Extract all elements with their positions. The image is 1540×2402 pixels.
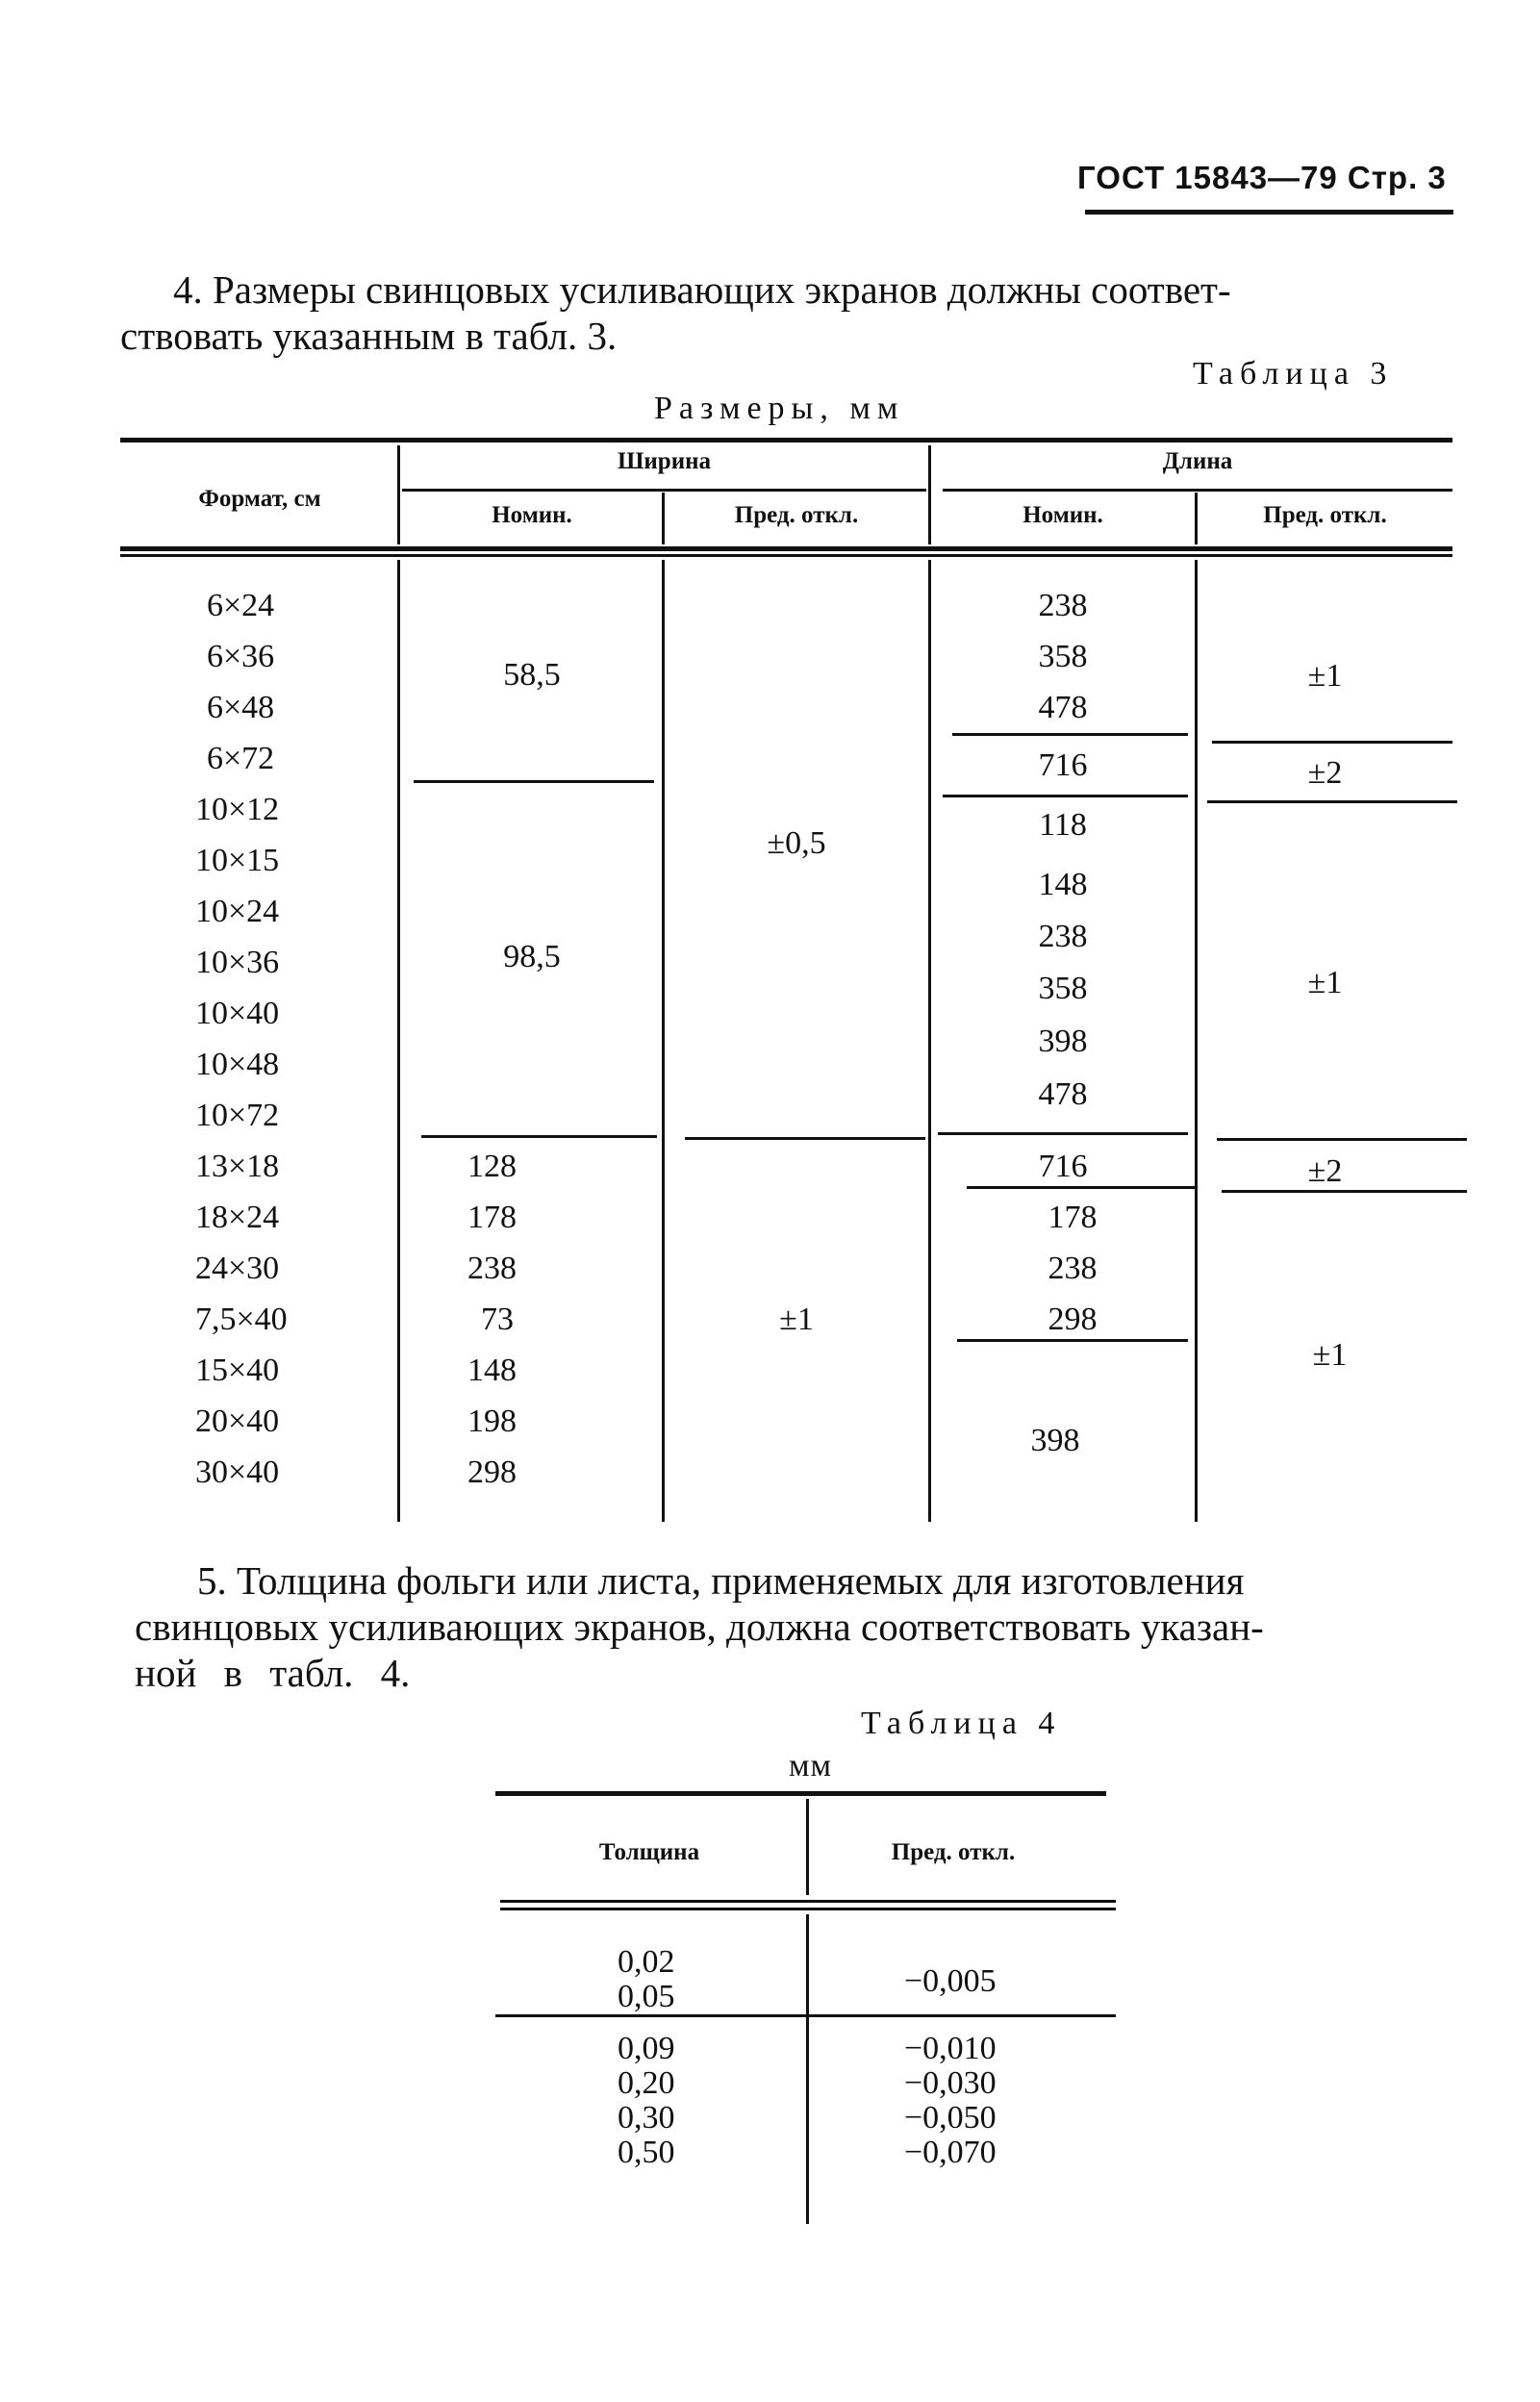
thickness-tolerance-cell: −0,050 [904,2100,997,2136]
format-cell: 7,5×40 [195,1302,288,1337]
thickness-cell: 0,02 [618,1944,675,1980]
thickness-cell: 0,30 [618,2100,675,2136]
width-nominal-divider [421,1135,657,1138]
format-cell: 10×12 [195,792,280,827]
width-tolerance-cell: ±0,5 [767,825,826,861]
length-tolerance-cell: ±2 [1307,1153,1343,1189]
format-cell: 20×40 [195,1403,280,1439]
format-cell: 10×24 [195,894,280,929]
width-nominal-cell: 73 [481,1302,514,1337]
format-cell: 6×24 [207,588,275,623]
width-nominal-cell: 298 [467,1454,517,1490]
length-nominal-cell: 298 [1048,1302,1098,1337]
length-nominal-cell: 358 [1038,639,1088,674]
length-header-rule [943,489,1452,492]
length-nominal-cell: 716 [1038,747,1088,783]
width-nominal-cell: 148 [467,1353,517,1388]
header-length-nominal: Номин. [1022,502,1103,528]
length-nominal-divider [943,795,1188,797]
format-column-rule [397,560,400,1522]
format-cell: 10×36 [195,945,280,980]
width-header-rule [402,489,926,492]
length-tolerance-cell: ±1 [1307,658,1343,694]
table-4-caption: Таблица 4 [861,1706,1062,1741]
length-tolerance-cell: ±2 [1307,755,1343,791]
thickness-cell: 0,05 [618,1979,675,2014]
table-4-header-double-rule [500,1908,1116,1910]
paragraph-5-line-3: ной в табл. 4. [135,1651,411,1695]
header-width-tolerance: Пред. откл. [734,502,859,528]
table-3-top-rule [120,438,1452,442]
format-cell: 13×18 [195,1149,280,1184]
width-nominal-cell: 128 [467,1149,517,1184]
length-nominal-cell: 398 [1038,1024,1088,1059]
format-cell: 10×40 [195,996,280,1031]
format-cell: 6×72 [207,741,275,776]
width-nominal-cell: 238 [467,1251,517,1286]
width-nominal-cell: 198 [467,1403,517,1439]
table-3-units: Размеры, мм [654,391,905,426]
thickness-cell: 0,50 [618,2135,675,2170]
width-nominal-divider [414,780,654,783]
format-cell: 18×24 [195,1200,280,1235]
format-column-rule-head [397,445,400,544]
format-cell: 10×72 [195,1098,280,1133]
length-nominal-cell: 478 [1038,690,1088,725]
format-cell: 30×40 [195,1454,280,1490]
format-cell: 10×48 [195,1047,280,1082]
table-4-units: мм [789,1748,833,1783]
table-4-header-rule [500,1900,1116,1903]
length-nominal-divider [967,1186,1198,1189]
length-nominal-cell: 478 [1038,1076,1088,1112]
header-width-nominal: Номин. [492,502,572,528]
length-nominal-cell: 238 [1038,919,1088,954]
length-nominal-cell: 358 [1038,971,1088,1006]
width-nominal-cell: 58,5 [503,657,561,693]
table-3-caption: Таблица 3 [1193,356,1394,392]
table-3-header-bottom-rule [120,546,1452,551]
table-3-header-double-rule [120,554,1452,557]
format-cell: 6×48 [207,690,275,725]
format-cell: 10×15 [195,843,280,878]
length-nominal-cell: 398 [1030,1423,1080,1458]
length-nominal-divider [938,1132,1188,1135]
format-cell: 24×30 [195,1251,280,1286]
paragraph-5-line-1: 5. Толщина фольги или листа, применяемых для изготовления [197,1558,1245,1603]
width-length-rule-head [928,445,931,544]
length-nominal-cell: 148 [1038,867,1088,902]
format-cell: 6×36 [207,639,275,674]
length-tolerance-divider [1217,1138,1467,1141]
length-tolerance-cell: ±1 [1307,965,1343,1000]
paragraph-4-line-2: ствовать указанным в табл. 3. [120,314,618,358]
length-tolerance-divider [1222,1190,1467,1193]
length-nominal-divider [957,1339,1188,1342]
table-4-row-divider [495,2014,1116,2017]
length-nominal-cell: 238 [1038,588,1088,623]
width-nominal-cell: 178 [467,1200,517,1235]
thickness-tolerance-cell: −0,070 [904,2135,997,2170]
length-nominal-divider [952,733,1188,736]
header-length-tolerance: Пред. откл. [1263,502,1387,528]
width-split-rule [662,560,665,1522]
length-nominal-cell: 178 [1048,1200,1098,1235]
length-tolerance-cell: ±1 [1312,1337,1348,1373]
header-format: Формат, см [198,486,321,512]
paragraph-4-line-1: 4. Размеры свинцовых усиливающих экранов должны соответ- [173,267,1231,312]
length-nominal-cell: 716 [1038,1149,1088,1184]
length-tolerance-divider [1207,800,1457,803]
thickness-tolerance-cell: −0,030 [904,2065,997,2101]
header-thickness-tolerance: Пред. откл. [891,1839,1016,1865]
width-tolerance-cell: ±1 [779,1302,814,1337]
width-tolerance-divider [685,1137,925,1140]
paragraph-5-line-2: свинцовых усиливающих экранов, должна соответствовать указан- [135,1605,1264,1649]
length-split-rule [1195,560,1198,1522]
thickness-cell: 0,09 [618,2031,675,2066]
page-header: ГОСТ 15843—79 Стр. 3 [1077,160,1447,195]
header-length: Длина [1162,448,1233,474]
header-rule [1085,210,1453,215]
length-nominal-cell: 238 [1048,1251,1098,1286]
format-cell: 15×40 [195,1353,280,1388]
length-nominal-cell: 118 [1039,807,1087,843]
thickness-cell: 0,20 [618,2065,675,2101]
header-width: Ширина [617,448,712,474]
table-4-top-rule [495,1791,1106,1796]
thickness-tolerance-cell: −0,010 [904,2031,997,2066]
width-nominal-cell: 98,5 [503,939,561,974]
table-4-column-rule [806,1914,809,2224]
header-thickness: Толщина [598,1839,700,1865]
length-tolerance-divider [1212,741,1452,744]
thickness-tolerance-cell: −0,005 [904,1963,997,1999]
